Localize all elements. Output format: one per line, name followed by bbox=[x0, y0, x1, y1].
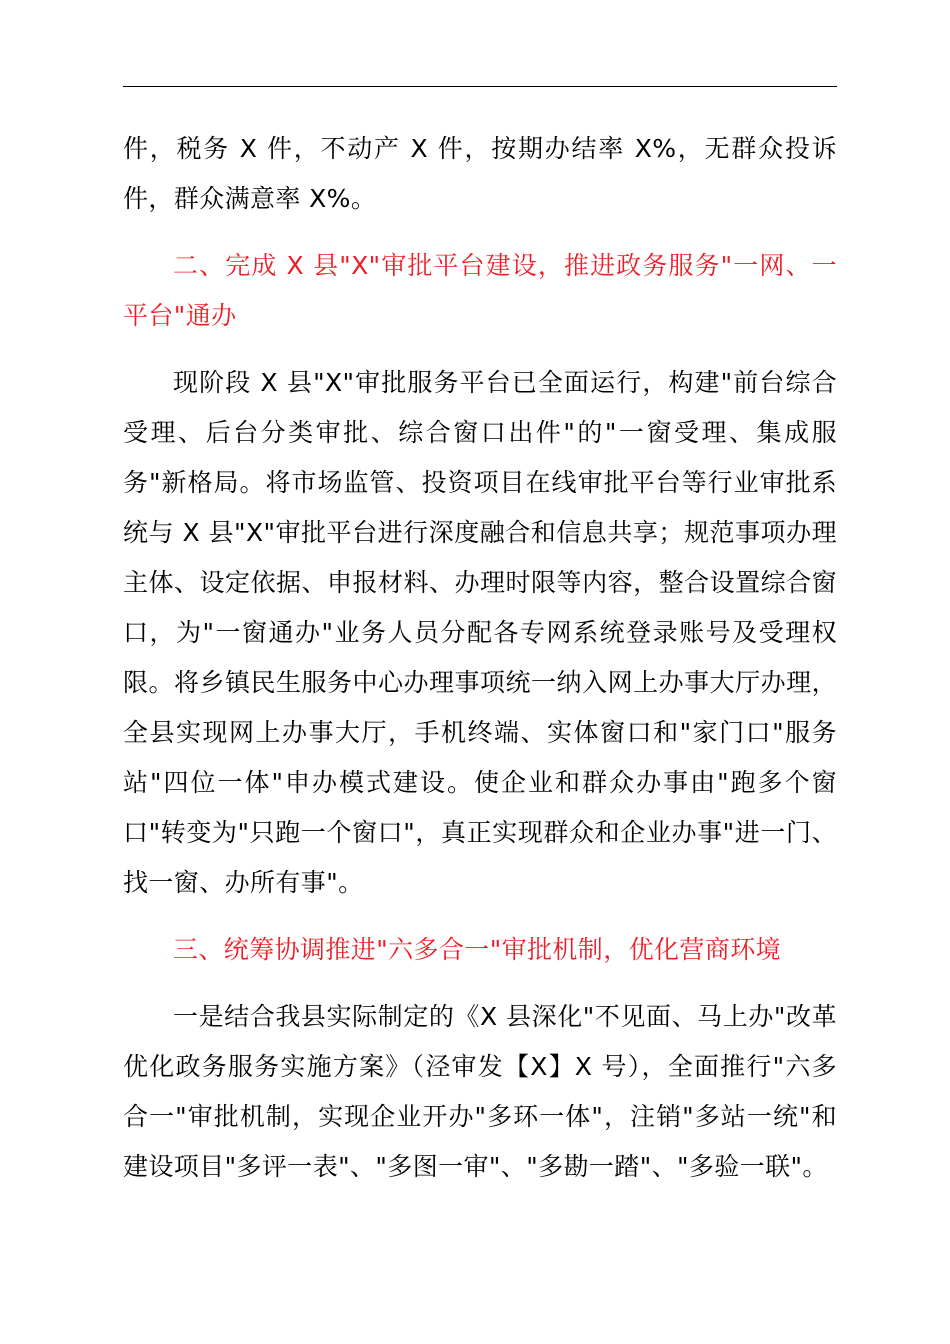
continuation-paragraph: 件，税务 X 件，不动产 X 件，按期办结率 X%，无群众投诉件，群众满意率 X%。 bbox=[123, 134, 837, 213]
document-body bbox=[123, 124, 837, 1192]
body-paragraph-platform: 现阶段 X 县"X"审批服务平台已全面运行，构建"前台综合受理、后台分类审批、综合窗口出件"的"一窗受理、集成服务"新格局。将市场监管、投资项目在线审批平台等行业审批系统与 X 县"X"审批平台进行深度融合和信息共享；规范事项办理主体、设定依据、申报材料、办理时限等内容，整合设置综合窗口，为"一窗通办"业务人员分配各专网系统登录账号及受理权限。将乡镇民生服务中心办理事项统一纳入网上办事大厅办理，全县实现网上办事大厅，手机终端、实体窗口和"家门口"服务站"四位一体"申办模式建设。使企业和群众办事由"跑多个窗口"转变为"只跑一个窗口"，真正实现群众和企业办事"进一门、找一窗、办所有事"。 bbox=[123, 368, 837, 897]
section-heading-2: 二、完成 X 县"X"审批平台建设，推进政务服务"一网、一平台"通办 bbox=[123, 251, 837, 330]
body-paragraph-mechanism: 一是结合我县实际制定的《X 县深化"不见面、马上办"改革优化政务服务实施方案》（泾审发【X】X 号），全面推行"六多合一"审批机制，实现企业开办"多环一体"，注销"多站一统"和建设项目"多评一表"、"多图一审"、"多勘一踏"、"多验一联"。 bbox=[123, 1002, 837, 1181]
section-heading-3: 三、统筹协调推进"六多合一"审批机制，优化营商环境 bbox=[173, 935, 781, 964]
header-rule bbox=[123, 86, 837, 87]
